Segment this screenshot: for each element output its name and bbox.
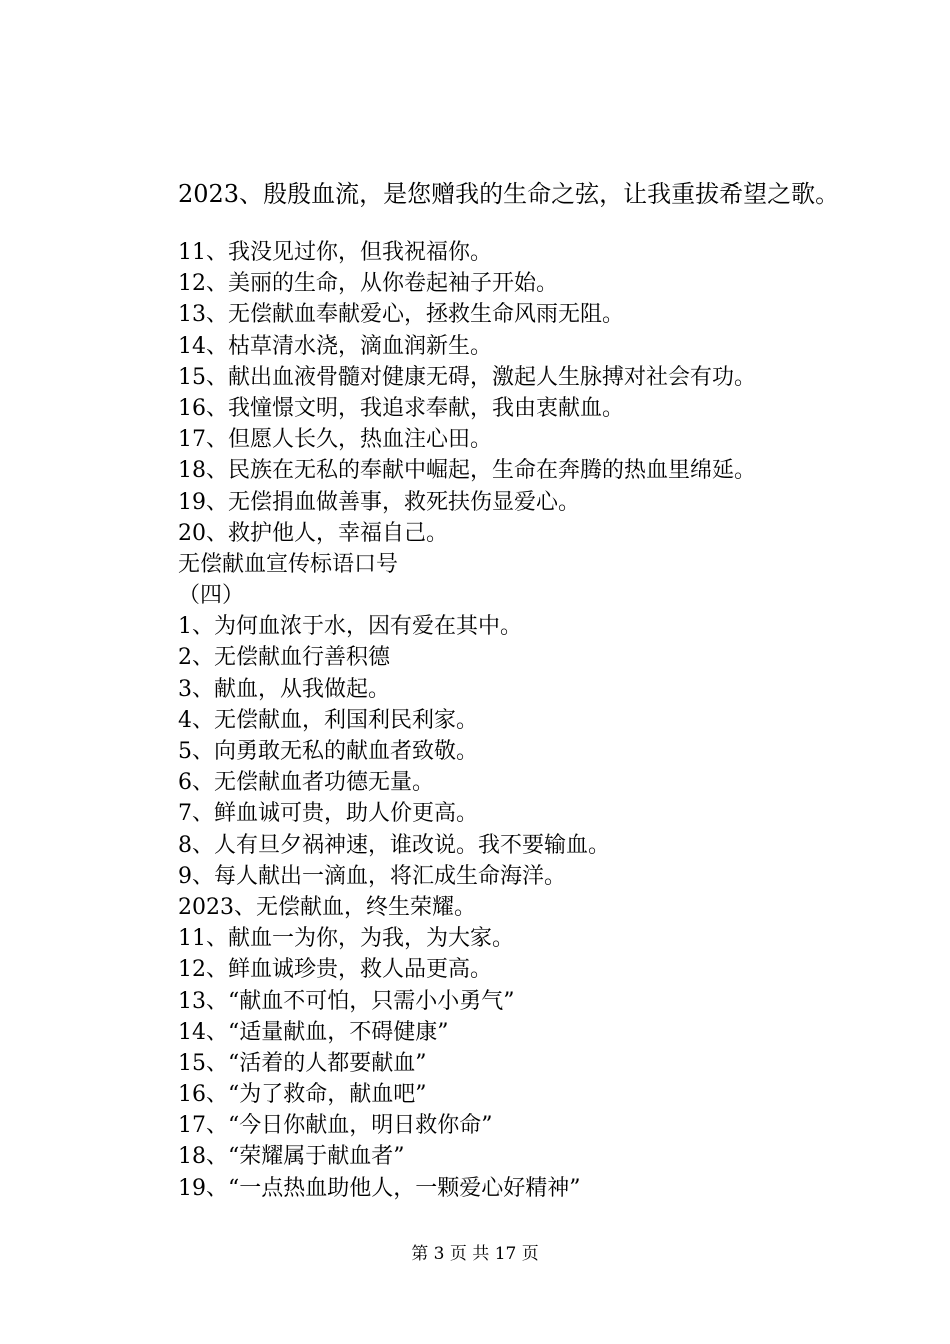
- list-item: 12、鲜血诚珍贵，救人品更高。: [178, 957, 492, 983]
- list-item: 15、献出血液骨髓对健康无碍，激起人生脉搏对社会有功。: [178, 364, 756, 390]
- list-item: 11、我没见过你，但我祝福你。: [178, 240, 492, 265]
- list-item: 16、“为了救命，献血吧”: [178, 1082, 427, 1108]
- list-item: 14、枯草清水浇，滴血润新生。: [178, 333, 492, 359]
- list-item: 16、我憧憬文明，我追求奉献，我由衷献血。: [178, 395, 624, 421]
- list-item: 9、每人献出一滴血，将汇成生命海洋。: [178, 863, 566, 889]
- list-item: 14、“适量献血，不碍健康”: [178, 1019, 449, 1045]
- list-item: 3、献血，从我做起。: [178, 676, 390, 702]
- list-item: 17、但愿人长久，热血注心田。: [178, 427, 492, 453]
- list-item: 6、无偿献血者功德无量。: [178, 770, 434, 796]
- list-item: 5、向勇敢无私的献血者致敬。: [178, 739, 478, 764]
- list-item: 4、无偿献血，利国利民利家。: [178, 707, 478, 733]
- list-item: 18、“荣耀属于献血者”: [178, 1144, 405, 1170]
- list-item: 15、“活着的人都要献血”: [178, 1050, 427, 1076]
- list-item: 19、“一点热血助他人，一颗爱心好精神”: [178, 1175, 581, 1201]
- list-item: 19、无偿捐血做善事，救死扶伤显爱心。: [178, 489, 580, 515]
- section-title: 无偿献血宣传标语口号: [178, 551, 399, 577]
- section-subtitle: （四）: [178, 583, 245, 609]
- page-footer: 第 3 页 共 17 页: [411, 1244, 539, 1264]
- list-item: 13、无偿献血奉献爱心，拯救生命风雨无阻。: [178, 302, 624, 328]
- list-item: 13、“献血不可怕，只需小小勇气”: [178, 988, 515, 1014]
- list-item: 17、“今日你献血，明日救你命”: [178, 1113, 493, 1139]
- list-item: 2023、无偿献血，终生荣耀。: [178, 894, 476, 920]
- list-item: 1、为何血浓于水，因有爱在其中。: [178, 614, 522, 640]
- intro-line: 2023、殷殷血流，是您赠我的生命之弦，让我重拔希望之歌。: [178, 180, 840, 208]
- list-item: 11、献血一为你，为我，为大家。: [178, 926, 514, 952]
- slogan-list: [178, 237, 918, 1204]
- list-item: 12、美丽的生命，从你卷起袖子开始。: [178, 271, 558, 297]
- list-item: 2、无偿献血行善积德: [178, 645, 390, 671]
- list-item: 20、救护他人，幸福自己。: [178, 520, 448, 546]
- list-item: 8、人有旦夕祸神速，谁改说。我不要输血。: [178, 832, 610, 858]
- list-item: 18、民族在无私的奉献中崛起，生命在奔腾的热血里绵延。: [178, 458, 756, 484]
- list-item: 7、鲜血诚可贵，助人价更高。: [178, 801, 478, 827]
